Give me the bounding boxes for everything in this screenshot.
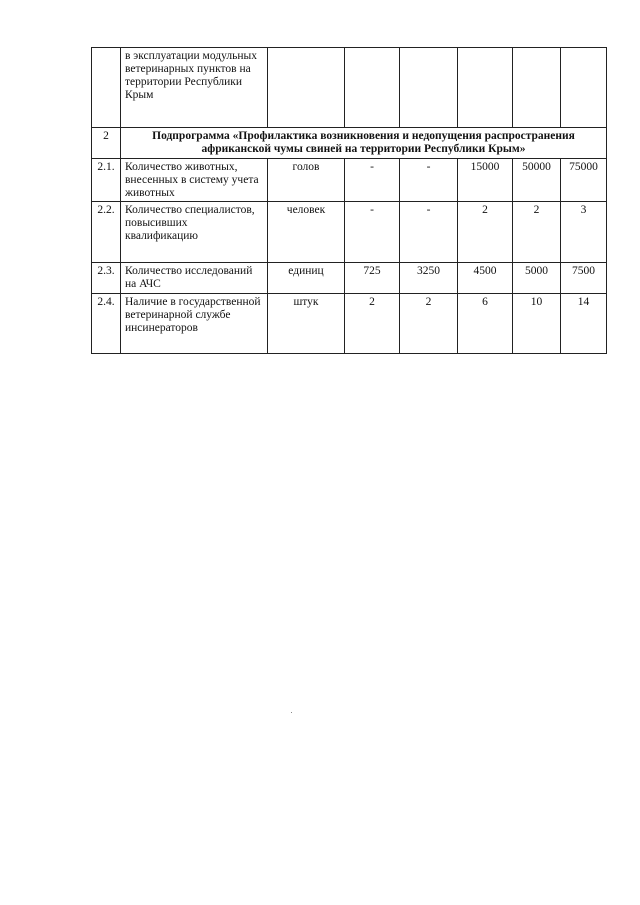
value-cell: - [345, 159, 400, 202]
indicator-name: Количество исследований на АЧС [121, 263, 268, 294]
value-cell: 3 [561, 202, 607, 263]
value-cell: 15000 [458, 159, 513, 202]
row-number: 2.3. [92, 263, 121, 294]
value-cell: - [345, 202, 400, 263]
value-cell [345, 48, 400, 128]
table-row [92, 202, 607, 263]
section-header-row [92, 128, 607, 159]
value-cell: - [400, 202, 458, 263]
value-cell: 4500 [458, 263, 513, 294]
value-cell: 6 [458, 294, 513, 354]
section-title: Подпрограмма «Профилактика возникновения и недопущения распространения африканской чумы свиней на территории Республики Крым» [121, 128, 607, 159]
indicators-table [91, 47, 607, 354]
value-cell [561, 48, 607, 128]
row-number: 2.1. [92, 159, 121, 202]
table-row [92, 294, 607, 354]
value-cell: 3250 [400, 263, 458, 294]
value-cell: 2 [400, 294, 458, 354]
value-cell: 10 [513, 294, 561, 354]
value-cell: 2 [345, 294, 400, 354]
unit-cell: голов [268, 159, 345, 202]
indicator-name: Наличие в государственной ветеринарной службе инсинераторов [121, 294, 268, 354]
value-cell [400, 48, 458, 128]
value-cell [513, 48, 561, 128]
value-cell: 2 [458, 202, 513, 263]
unit-cell [268, 48, 345, 128]
unit-cell: человек [268, 202, 345, 263]
row-number [92, 48, 121, 128]
value-cell: 50000 [513, 159, 561, 202]
value-cell: 14 [561, 294, 607, 354]
table-row-continuation [92, 48, 607, 128]
value-cell: 2 [513, 202, 561, 263]
indicator-name: в эксплуатации модульных ветеринарных пунктов на территории Республики Крым [121, 48, 268, 128]
value-cell: - [400, 159, 458, 202]
table-row [92, 263, 607, 294]
unit-cell: штук [268, 294, 345, 354]
value-cell: 75000 [561, 159, 607, 202]
table-row [92, 159, 607, 202]
row-number: 2.4. [92, 294, 121, 354]
value-cell: 5000 [513, 263, 561, 294]
unit-cell: единиц [268, 263, 345, 294]
value-cell [458, 48, 513, 128]
indicator-name: Количество специалистов, повысивших квалификацию [121, 202, 268, 263]
row-number: 2.2. [92, 202, 121, 263]
value-cell: 725 [345, 263, 400, 294]
section-number: 2 [92, 128, 121, 159]
indicator-name: Количество животных, внесенных в систему учета животных [121, 159, 268, 202]
scan-speck [291, 712, 292, 713]
value-cell: 7500 [561, 263, 607, 294]
